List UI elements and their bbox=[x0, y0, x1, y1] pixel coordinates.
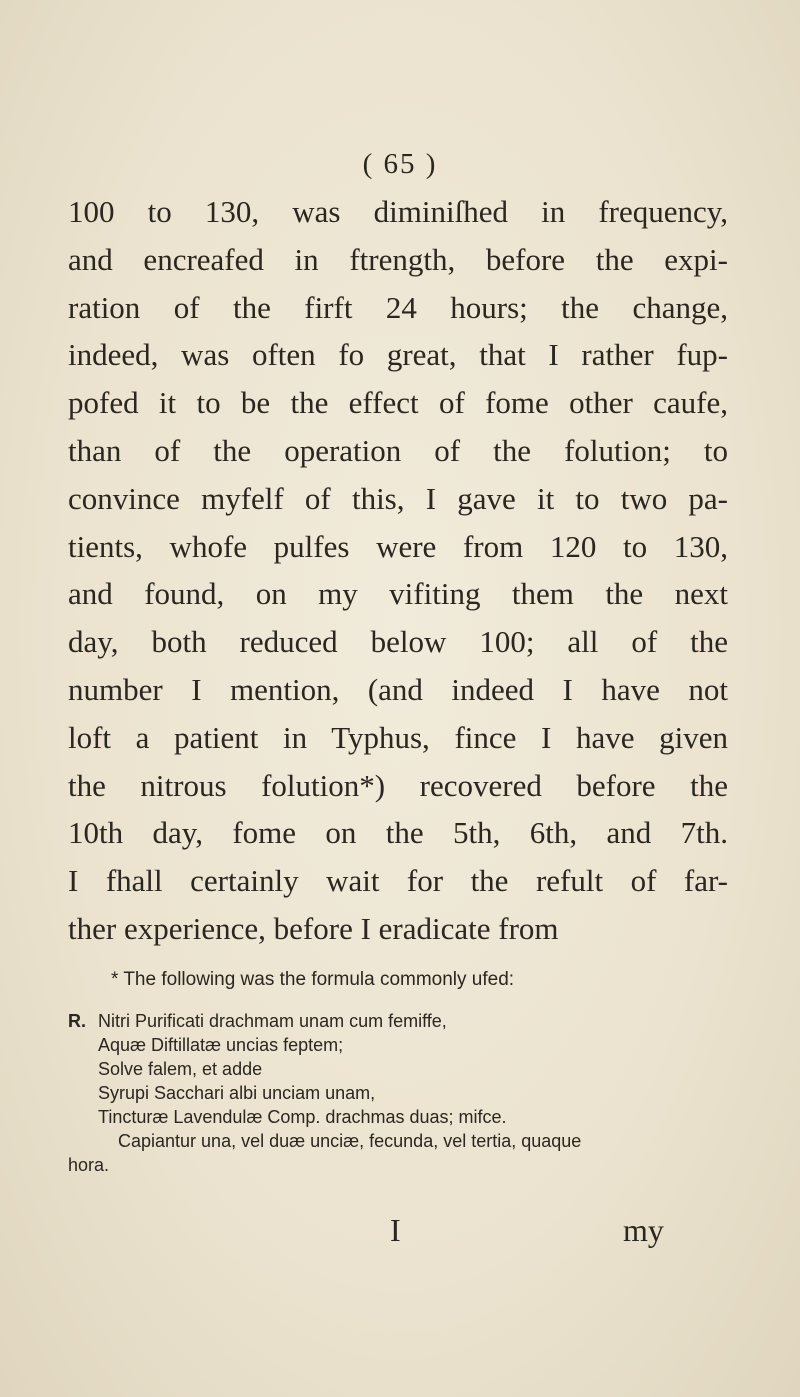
text-line: indeed, was often fo great, that I rather fup- bbox=[68, 337, 728, 373]
recipe-line: Syrupi Sacchari albi unciam unam, bbox=[98, 1083, 376, 1103]
text-line: day, both reduced below 100; all of the bbox=[68, 624, 728, 660]
text-line: 100 to 130, was diminiſhed in frequency, bbox=[68, 194, 728, 229]
footnote bbox=[68, 966, 728, 1177]
text-line: and found, on my vifiting them the next bbox=[68, 576, 728, 612]
recipe-line: Capiantur una, vel duæ unciæ, fecunda, vel tertia, quaque bbox=[118, 1131, 582, 1151]
main-text bbox=[68, 188, 728, 953]
text-line: loft a patient in Typhus, fince I have given bbox=[68, 719, 728, 755]
text-line: convince myfelf of this, I gave it to two pa- bbox=[68, 480, 728, 516]
recipe-line: Tincturæ Lavendulæ Comp. drachmas duas; mifce. bbox=[98, 1107, 507, 1127]
text-line: ration of the firft 24 hours; the change, bbox=[68, 289, 728, 325]
footnote-intro: * The following was the formula commonly ufed: bbox=[111, 969, 515, 990]
text-line: tients, whofe pulfes were from 120 to 130, bbox=[68, 528, 728, 564]
text-line: than of the operation of the folution; to bbox=[68, 432, 728, 468]
text-line: 10th day, fome on the 5th, 6th, and 7th. bbox=[68, 815, 728, 851]
recipe-symbol: R. bbox=[68, 1011, 86, 1031]
recipe-line bbox=[68, 1009, 728, 1033]
recipe-formula bbox=[68, 1009, 728, 1177]
text-line: pofed it to be the effect of fome other caufe, bbox=[68, 385, 728, 421]
text-line: and encreafed in ftrength, before the expi- bbox=[68, 241, 728, 277]
recipe-line: Aquæ Diftillatæ uncias feptem; bbox=[98, 1035, 344, 1055]
text-line: I fhall certainly wait for the refult of far- bbox=[68, 863, 728, 899]
signature-mark: I bbox=[390, 1212, 401, 1248]
text-line: the nitrous folution*) recovered before the bbox=[68, 767, 728, 803]
recipe-line: Solve falem, et adde bbox=[98, 1059, 263, 1079]
page-footer bbox=[0, 1212, 800, 1262]
page-number-header: ( 65 ) bbox=[362, 148, 438, 180]
catchword: my bbox=[623, 1212, 664, 1248]
recipe-line: hora. bbox=[68, 1155, 110, 1175]
recipe-text: Nitri Purificati drachmam unam cum femiffe, bbox=[98, 1011, 447, 1031]
text-line: number I mention, (and indeed I have not bbox=[68, 671, 728, 707]
text-line: ther experience, before I eradicate from bbox=[68, 910, 559, 946]
